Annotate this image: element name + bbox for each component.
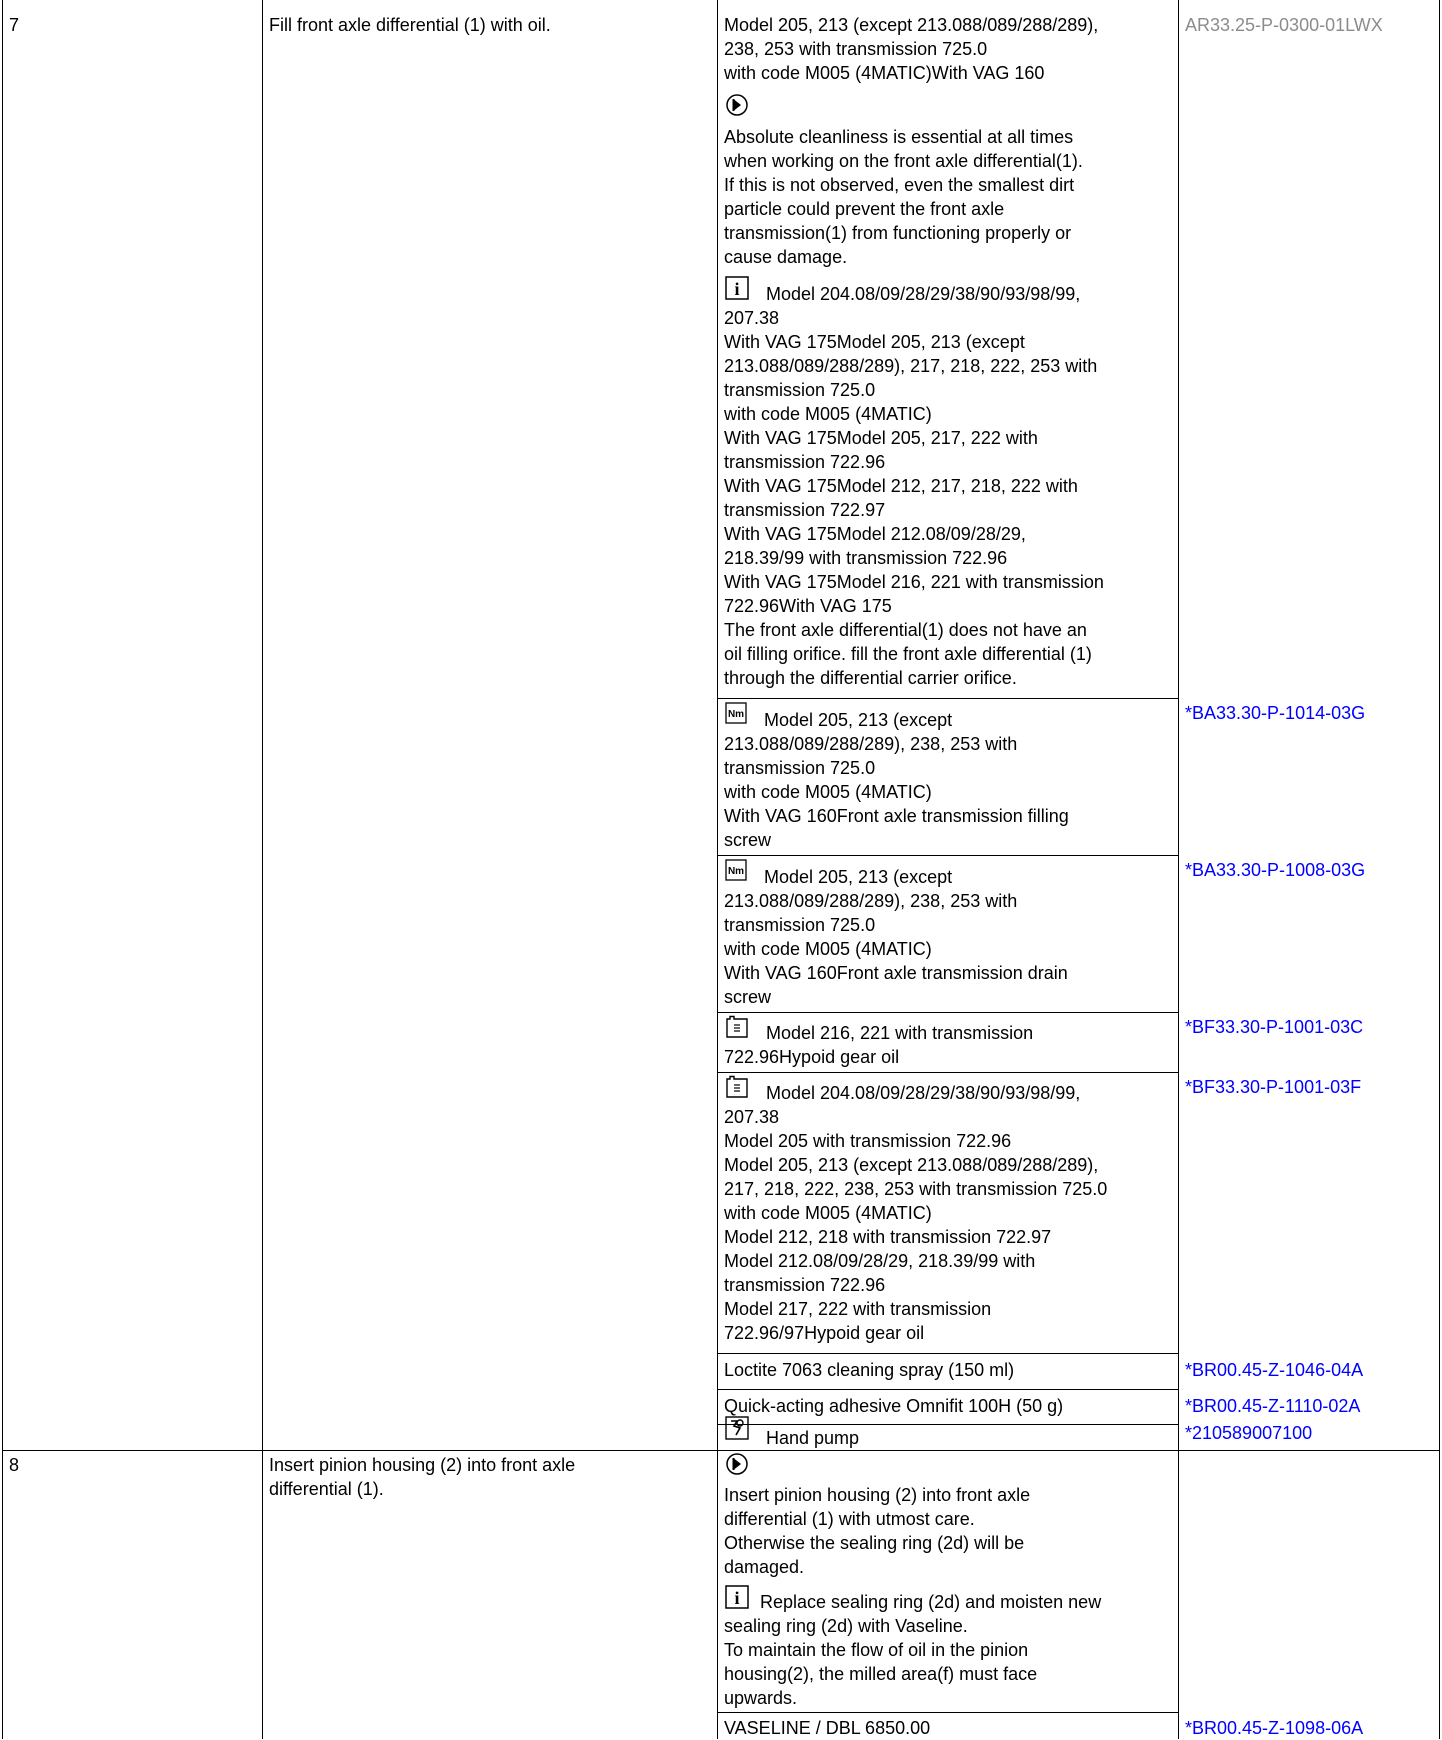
step-action: Fill front axle differential (1) with oil. [269,15,551,35]
reference-link[interactable]: *BF33.30-P-1001-03F [1185,1077,1362,1097]
row-divider [717,855,1178,856]
fluid-spec-text: Model 216, 221 with transmission 722.96Hypoid gear oil [724,1023,1034,1067]
column-divider [1178,0,1179,1739]
row-divider [717,1712,1178,1713]
svg-text:i: i [734,279,740,299]
reference-link[interactable]: *BF33.30-P-1001-03C [1185,1017,1364,1037]
step-number: 8 [9,1455,20,1475]
row-divider [717,698,1178,699]
svg-text:i: i [734,1588,740,1608]
step-number: 7 [9,15,20,35]
tool-text: Hand pump [766,1428,860,1448]
column-divider [717,0,718,1739]
reference-link[interactable]: *BA33.30-P-1008-03G [1185,860,1366,880]
row-divider [717,1424,1178,1425]
reference-link[interactable]: *BR00.45-Z-1110-02A [1185,1396,1361,1416]
step-action: Insert pinion housing (2) into front axle differential (1). [269,1455,576,1499]
row-divider [717,1353,1178,1354]
special-tool-icon [725,1416,749,1440]
warning-text: Insert pinion housing (2) into front axle differential (1) with utmost care. Otherwise the sealing ring (2d) will be damaged. [724,1485,1031,1577]
reference-link[interactable]: *210589007100 [1185,1423,1313,1443]
table-border-left [2,0,3,1739]
row-divider [717,1389,1178,1390]
document-code: AR33.25-P-0300-01LWX [1185,15,1383,35]
row-divider [717,1072,1178,1073]
material-text: VASELINE / DBL 6850.00 [724,1718,931,1738]
attention-icon [725,93,749,117]
reference-link[interactable]: *BA33.30-P-1014-03G [1185,703,1366,723]
material-text: Quick-acting adhesive Omnifit 100H (50 g) [724,1396,1064,1416]
reference-link[interactable]: *BR00.45-Z-1046-04A [1185,1360,1364,1380]
svg-text:Nm: Nm [727,709,745,720]
svg-text:Nm: Nm [727,866,745,877]
torque-spec-text: Model 205, 213 (except 213.088/089/288/289), 238, 253 with transmission 725.0 with code M005 (4MATIC) With VAG 160Front axle transmission drain screw [724,867,1068,1007]
reference-link[interactable]: *BR00.45-Z-1098-06A [1185,1718,1364,1738]
info-text: Model 204.08/09/28/29/38/90/93/98/99, 207.38 With VAG 175Model 205, 213 (except 213.088/089/288/289), 217, 218, 222, 253 with transmission 725.0 with code M005 (4MATIC) With VAG 175Model 205, 217, 222 with transmission 722.96 With VAG 175Model 212, 217, 218, 222 with transmission 722.97 With VAG 175Model 212.08/09/28/29, 218.39/99 with transmission 722.96 With VAG 175Model 216, 221 with transmission 722.96With VAG 175 The front axle differential(1) does not have an oil filling orifice. fill the front axle differential (1) through the differential carrier orifice. [724,284,1104,688]
table-border-right [1439,0,1440,1739]
step-row-divider [2,1450,1439,1451]
torque-spec-text: Model 205, 213 (except 213.088/089/288/289), 238, 253 with transmission 725.0 with code M005 (4MATIC) With VAG 160Front axle transmission filling screw [724,710,1069,850]
warning-text: Absolute cleanliness is essential at all times when working on the front axle differential(1). If this is not observed, even the smallest dirt particle could prevent the front axle transmission(1) from functioning properly or cause damage. [724,127,1083,267]
fluid-spec-text: Model 204.08/09/28/29/38/90/93/98/99, 207.38 Model 205 with transmission 722.96 Model 205, 213 (except 213.088/089/288/289), 217, 218, 222, 238, 253 with transmission 725.0 with code M005 (4MATIC) Model 212, 218 with transmission 722.97 Model 212.08/09/28/29, 218.39/99 with transmission 722.96 Model 217, 222 with transmission 722.96/97Hypoid gear oil [724,1083,1108,1343]
info-text: Replace sealing ring (2d) and moisten new sealing ring (2d) with Vaseline. To maintain the flow of oil in the pinion housing(2), the milled area(f) must face upwards. [724,1592,1102,1708]
column-divider [262,0,263,1739]
attention-icon [725,1452,749,1476]
material-text: Loctite 7063 cleaning spray (150 ml) [724,1360,1015,1380]
step-intro: Model 205, 213 (except 213.088/089/288/289), 238, 253 with transmission 725.0 with code M005 (4MATIC)With VAG 160 [724,15,1099,83]
row-divider [717,1012,1178,1013]
